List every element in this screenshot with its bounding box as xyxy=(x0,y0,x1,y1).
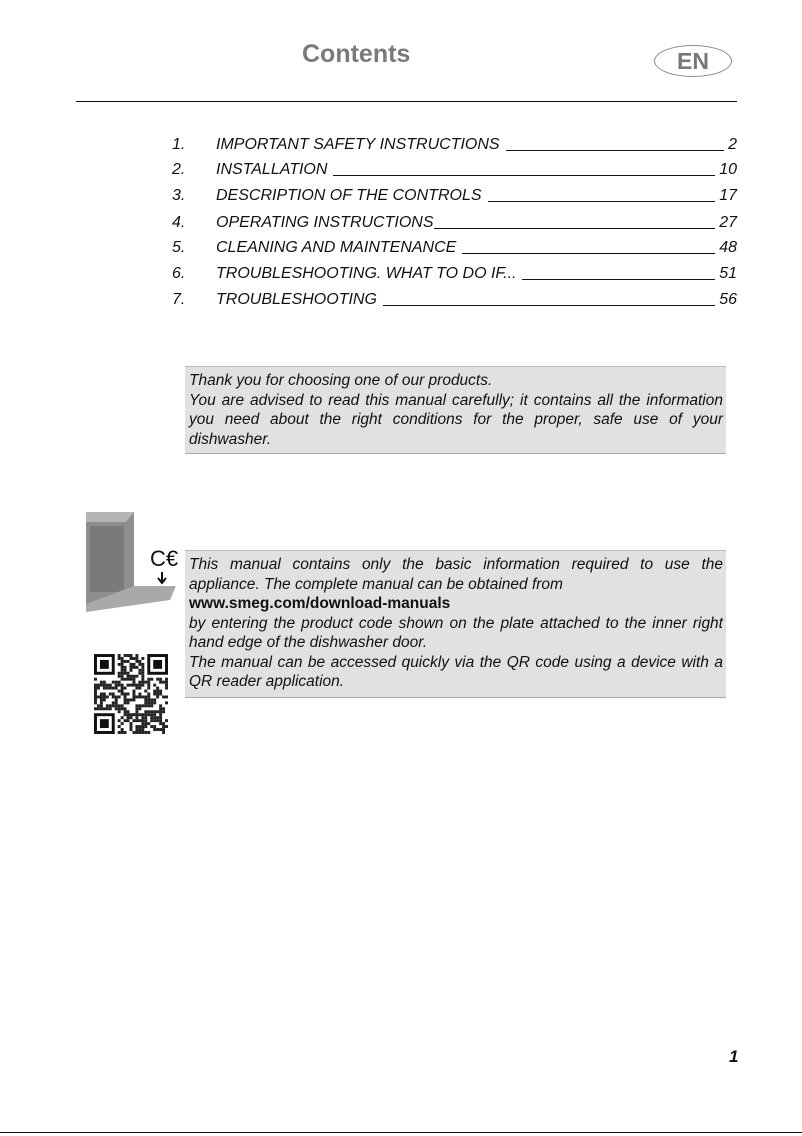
ce-mark: C€ xyxy=(150,546,178,571)
toc-page: 56 xyxy=(719,290,737,308)
toc-page: 48 xyxy=(719,239,737,256)
toc-page: 2 xyxy=(728,135,737,153)
toc-number: 4. xyxy=(172,213,186,231)
intro-advice: You are advised to read this manual carefully; it contains all the information you need about the right conditions for the proper, safe use of your dishwasher. xyxy=(189,391,723,448)
toc-entry[interactable] xyxy=(172,205,737,232)
manual-text: This manual contains only the basic information required to use the appliance. The complete manual can be obtained from xyxy=(189,556,723,593)
toc-leader xyxy=(506,150,725,151)
toc-number: 1. xyxy=(172,135,186,153)
table-of-contents xyxy=(172,128,737,309)
toc-leader xyxy=(333,175,715,176)
toc-leader xyxy=(434,228,716,229)
toc-page: 27 xyxy=(719,213,737,231)
intro-note xyxy=(185,366,726,454)
footer-divider xyxy=(0,1132,802,1133)
toc-entry[interactable] xyxy=(172,154,737,180)
header-divider xyxy=(76,101,737,102)
toc-page: 10 xyxy=(719,161,737,178)
toc-title: TROUBLESHOOTING. WHAT TO DO IF... xyxy=(216,265,517,282)
toc-number: 3. xyxy=(172,186,186,204)
qr-code[interactable] xyxy=(94,654,168,739)
language-badge: EN xyxy=(654,45,732,77)
toc-leader xyxy=(488,201,716,202)
toc-number: 2. xyxy=(172,161,186,178)
manual-qr-text: The manual can be accessed quickly via the QR code using a device with a QR reader application. xyxy=(189,653,723,690)
manual-code-text: by entering the product code shown on the plate attached to the inner right hand edge of the dishwasher door. xyxy=(189,614,723,651)
intro-thanks: Thank you for choosing one of our products. xyxy=(189,372,493,389)
toc-entry[interactable] xyxy=(172,232,737,258)
toc-title: DESCRIPTION OF THE CONTROLS xyxy=(216,186,482,204)
toc-number: 5. xyxy=(172,239,186,256)
toc-title: IMPORTANT SAFETY INSTRUCTIONS xyxy=(216,135,500,153)
toc-leader xyxy=(383,305,715,306)
toc-title: OPERATING INSTRUCTIONS xyxy=(216,213,434,231)
toc-leader xyxy=(522,279,715,280)
toc-page: 51 xyxy=(719,265,737,282)
page-number: 1 xyxy=(729,1047,739,1066)
toc-title: INSTALLATION xyxy=(216,161,328,178)
toc-entry[interactable] xyxy=(172,283,737,309)
dishwasher-rating-plate-illustration xyxy=(86,512,178,619)
toc-number: 7. xyxy=(172,290,186,308)
toc-entry[interactable] xyxy=(172,179,737,205)
page-title: Contents xyxy=(302,40,411,68)
toc-entry[interactable] xyxy=(172,257,737,283)
toc-leader xyxy=(462,253,715,254)
toc-page: 17 xyxy=(719,186,737,204)
toc-number: 6. xyxy=(172,265,186,282)
toc-title: TROUBLESHOOTING xyxy=(216,290,377,308)
toc-title: CLEANING AND MAINTENANCE xyxy=(216,239,457,256)
download-url-link[interactable]: www.smeg.com/download-manuals xyxy=(189,595,451,612)
toc-entry[interactable] xyxy=(172,128,737,154)
manual-download-note xyxy=(185,550,726,698)
